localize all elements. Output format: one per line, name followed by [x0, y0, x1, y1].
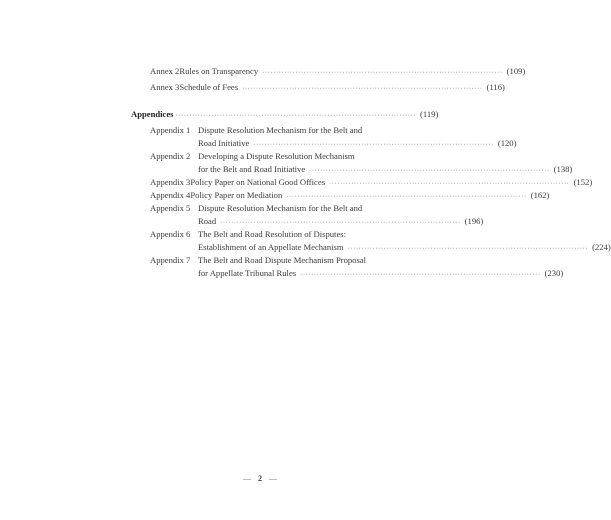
entry-page: (230): [544, 268, 564, 278]
entry-title: Dispute Resolution Mechanism for the Belt and: [198, 203, 363, 213]
entry-title: Rules on Transparency: [179, 66, 259, 76]
entry-page: (109): [506, 66, 526, 76]
entry-page: (196): [464, 216, 484, 226]
entry-label: Appendix 2: [150, 151, 191, 161]
toc-entry-annex-2[interactable]: [150, 66, 526, 82]
entry-label: Appendix 5: [150, 203, 191, 213]
dot-leader: ·······················································································: [242, 85, 483, 92]
entry-title: The Belt and Road Resolution of Disputes:: [198, 229, 346, 239]
entry-page: (224): [592, 242, 611, 252]
entry-label: Appendix 1: [150, 125, 191, 135]
entry-title: Policy Paper on National Good Offices: [190, 177, 326, 187]
section-heading: Appendices: [131, 109, 174, 119]
entry-title: Dispute Resolution Mechanism for the Belt and: [198, 125, 363, 135]
entry-label: Appendix 3: [150, 177, 191, 187]
footer-dash-left: —: [243, 474, 251, 483]
dot-leader: ·······················································································: [329, 180, 570, 187]
entry-title: Schedule of Fees: [179, 82, 239, 92]
entry-page: (138): [553, 164, 573, 174]
dot-leader: ·······················································································: [347, 245, 589, 252]
entry-title: Policy Paper on Mediation: [190, 190, 283, 200]
dot-leader: ·······················································································: [286, 193, 527, 200]
entry-page: (152): [573, 177, 593, 187]
dot-leader: ·······················································································: [300, 271, 541, 278]
entry-label: Annex 3: [150, 82, 180, 92]
footer-dash-right: —: [269, 474, 277, 483]
entry-page: (116): [486, 82, 505, 92]
toc-heading-appendices[interactable]: [131, 109, 439, 125]
toc-entry-appendix-7-cont[interactable]: [198, 268, 564, 284]
entry-title-cont: for Appellate Tribunal Rules: [198, 268, 297, 278]
entry-title: The Belt and Road Dispute Mechanism Proposal: [198, 255, 367, 265]
entry-page: (162): [530, 190, 550, 200]
dot-leader: ·······················································································: [253, 141, 494, 148]
page-footer: [0, 474, 520, 483]
dot-leader: ·······················································································: [309, 167, 550, 174]
entry-title-cont: for the Belt and Road Initiative: [198, 164, 306, 174]
entry-label: Annex 2: [150, 66, 180, 76]
dot-leader: ·······················································································: [220, 219, 461, 226]
entry-title: Developing a Dispute Resolution Mechanism: [198, 151, 355, 161]
entry-label: Appendix 6: [150, 229, 191, 239]
entry-label: Appendix 7: [150, 255, 191, 265]
entry-title-cont: Road: [198, 216, 217, 226]
entry-title-cont: Establishment of an Appellate Mechanism: [198, 242, 344, 252]
entry-label: Appendix 4: [150, 190, 191, 200]
entry-page: (119): [420, 109, 439, 119]
dot-leader: ·······················································································: [175, 112, 417, 119]
dot-leader: ·······················································································: [262, 69, 503, 76]
entry-page: (120): [497, 138, 517, 148]
page-number: 2: [258, 474, 262, 483]
entry-title-cont: Road Initiative: [198, 138, 250, 148]
toc-entry-annex-3[interactable]: [150, 82, 505, 98]
